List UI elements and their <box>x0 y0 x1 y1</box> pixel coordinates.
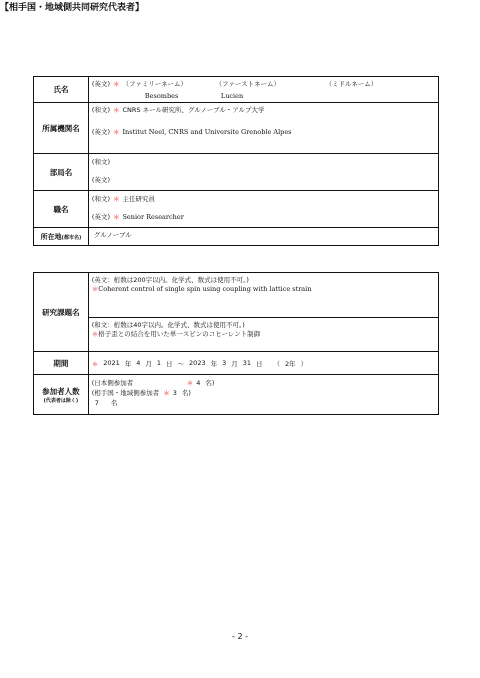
period-month-kanji: 月 <box>231 359 238 368</box>
period-cell <box>88 352 438 375</box>
period-month-kanji: 月 <box>145 359 152 368</box>
job-title-jp-value: 主任研究員 <box>122 195 155 203</box>
required-mark: ＊ <box>112 195 120 203</box>
period-duration-close: ） <box>300 359 308 368</box>
period-start-month: 4 <box>136 359 141 367</box>
participants-cell <box>88 375 438 415</box>
location-value: グルノーブル <box>93 231 132 239</box>
theme-en-note: (英文：桁数は200字以内。化学式、数式は使用不可。) <box>91 276 249 284</box>
japan-participants-value: 4 <box>196 378 201 387</box>
total-participants-value: 7 <box>94 398 99 407</box>
affiliation-jp-lang: (和文) <box>91 106 110 114</box>
location-header-label: 所在地 <box>40 232 62 241</box>
total-participants-unit: 名 <box>110 399 118 407</box>
required-mark: ＊ <box>112 106 120 114</box>
period-duration-open: （ <box>273 359 281 368</box>
period-header: 期間 <box>34 352 89 375</box>
location-header <box>34 228 89 246</box>
family-name-value: Besombes <box>144 92 179 100</box>
theme-jp-note: (和文：桁数は40字以内。化学式、数式は使用不可。) <box>91 321 245 329</box>
middle-name-label: （ミドルネーム） <box>325 80 378 88</box>
required-mark: ＊ <box>186 379 194 387</box>
participants-header-note: (代表者は除く) <box>43 397 79 404</box>
job-title-en-lang: (英文) <box>91 213 110 221</box>
affiliation-header: 所属機関名 <box>34 103 89 154</box>
department-header: 部局名 <box>34 154 89 191</box>
required-mark: ＊ <box>112 213 120 221</box>
research-table <box>33 272 439 415</box>
required-mark: ＊ <box>91 330 99 338</box>
japan-participants-label: (日本側参加者 <box>91 379 134 387</box>
affiliation-en-lang: (英文) <box>91 128 110 136</box>
representative-table <box>33 76 439 246</box>
theme-en-cell <box>88 273 438 318</box>
period-day-kanji: 日 <box>256 359 263 368</box>
name-header: 氏名 <box>34 77 89 103</box>
first-name-value: Lucien <box>220 92 244 100</box>
department-en-lang: (英文) <box>91 176 110 184</box>
affiliation-cell <box>88 103 438 154</box>
affiliation-en-value: Institut Neel, CNRS and Universite Grenoble Alpes <box>122 127 292 136</box>
participants-header <box>34 375 89 415</box>
page-number: - 2 - <box>232 632 248 641</box>
japan-participants-unit: 名) <box>205 379 215 387</box>
name-lang: (英文) <box>91 80 110 88</box>
theme-jp-cell <box>88 318 438 352</box>
family-name-label: （ファミリーネーム） <box>122 80 188 88</box>
theme-header: 研究課題名 <box>34 273 89 352</box>
department-cell <box>88 154 438 191</box>
period-day-kanji: 日 <box>166 359 173 368</box>
job-title-jp-lang: (和文) <box>91 195 110 203</box>
required-mark: ＊ <box>91 359 99 368</box>
location-cell <box>88 228 438 246</box>
period-year-kanji: 年 <box>210 359 218 368</box>
required-mark: ＊ <box>91 285 99 293</box>
job-title-cell <box>88 191 438 228</box>
period-start-year: 2021 <box>103 359 120 367</box>
theme-en-value: Coherent control of single spin using coupling with lattice strain <box>98 284 312 293</box>
period-start-day: 1 <box>156 359 162 367</box>
theme-jp-value: 格子歪との結合を用いた単一スピンのコヒーレント制御 <box>98 330 261 338</box>
section-title: 【相手国・地域側共同研究代表者】 <box>0 3 145 13</box>
first-name-label: （ファーストネーム） <box>215 80 280 88</box>
period-tilde: ～ <box>177 359 185 368</box>
required-mark: ＊ <box>112 80 120 88</box>
required-mark: ＊ <box>112 128 120 136</box>
period-end-day: 31 <box>242 359 252 367</box>
partner-participants-unit: 名) <box>181 389 191 397</box>
period-end-year: 2023 <box>189 359 206 367</box>
department-jp-lang: (和文) <box>91 158 110 166</box>
job-title-header: 職名 <box>34 191 89 228</box>
partner-participants-label: (相手国・地域側参加者 <box>91 389 160 397</box>
period-duration: 2年 <box>285 359 296 368</box>
location-header-note: (都市名) <box>61 234 82 241</box>
name-cell <box>88 77 438 103</box>
partner-participants-value: 3 <box>172 388 177 397</box>
period-year-kanji: 年 <box>124 359 132 368</box>
required-mark: ＊ <box>163 389 170 397</box>
job-title-en-value: Senior Researcher <box>122 212 184 221</box>
participants-header-label: 参加者人数 <box>42 386 80 396</box>
affiliation-jp-value: CNRS ネール研究所、グルノーブル・アルプ大学 <box>122 106 265 114</box>
period-end-month: 3 <box>222 359 227 367</box>
